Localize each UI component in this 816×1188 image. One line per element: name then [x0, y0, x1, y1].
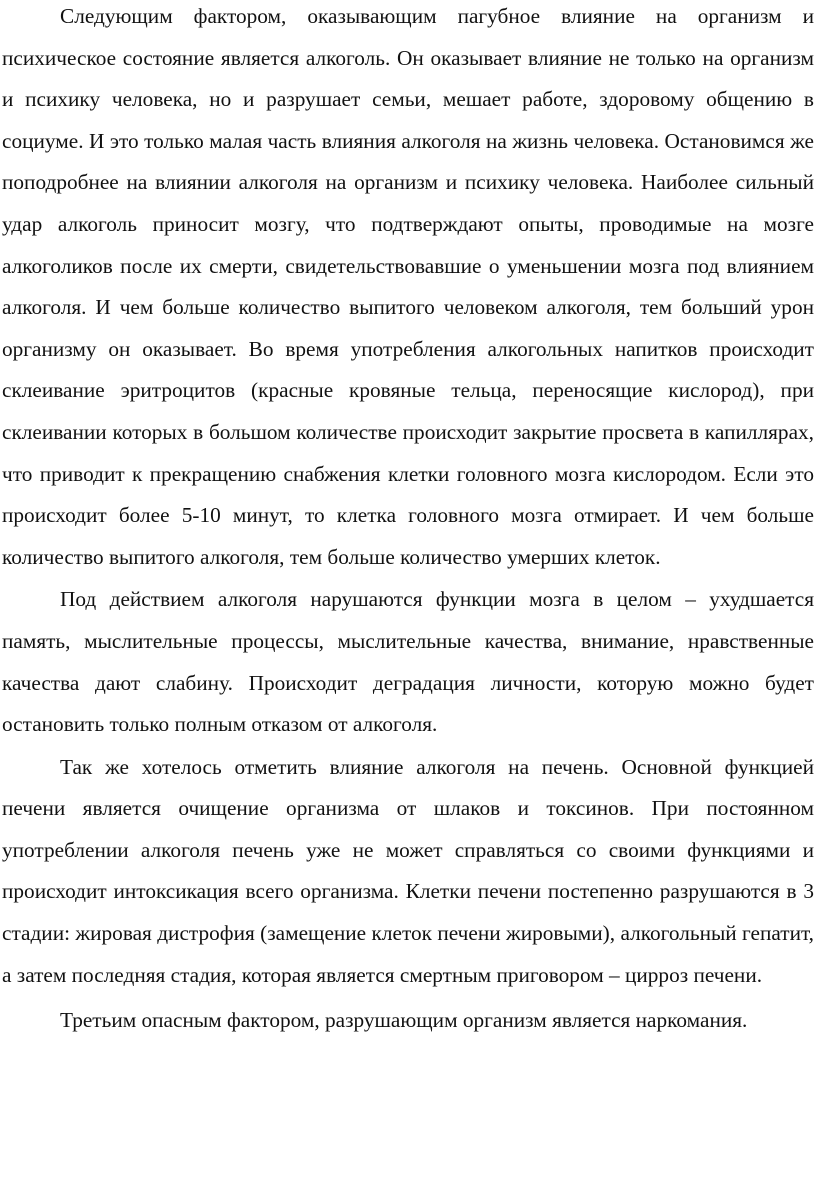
paragraph-narcomania: Третьим опасным фактором, разрушающим организм является наркомания.: [60, 1008, 748, 1033]
paragraph-brain-functions: Под действием алкоголя нарушаются функции мозга в целом – ухудшается память, мыслительные процессы, мыслительные качества, внимание, нравственные качества дают слабину. Происходит деградация личности, которую можно будет остановить только полным отказом от алкоголя.: [2, 587, 814, 737]
document-page: [2, 0, 814, 1042]
paragraph-alcohol-brain: Следующим фактором, оказывающим пагубное влияние на организм и психическое состояние является алкоголь. Он оказывает влияние не только на организм и психику человека, но и разрушает семьи, мешает работе, здоровому общению в социуме. И это только малая часть влияния алкоголя на жизнь человека. Остановимся же поподробнее на влиянии алкоголя на организм и психику человека. Наиболее сильный удар алкоголь приносит мозгу, что подтверждают опыты, проводимые на мозге алкоголиков после их смерти, свидетельствовавшие о уменьшении мозга под влиянием алкоголя. И чем больше количество выпитого человеком алкоголя, тем больший урон организму он оказывает. Во время употребления алкогольных напитков происходит склеивание эритроцитов (красные кровяные тельца, переносящие кислород), при склеивании которых в большом количестве происходит закрытие просвета в капиллярах, что приводит к прекращению снабжения клетки головного мозга кислородом. Если это происходит более 5-10 минут, то клетка головного мозга отмирает. И чем больше количество выпитого алкоголя, тем больше количество умерших клеток.: [2, 4, 814, 569]
paragraph-liver: Так же хотелось отметить влияние алкоголя на печень. Основной функцией печени является очищение организма от шлаков и токсинов. При постоянном употреблении алкоголя печень уже не может справляться со своими функциями и происходит интоксикация всего организма. Клетки печени постепенно разрушаются в 3 стадии: жировая дистрофия (замещение клеток печени жировыми), алкогольный гепатит, а затем последняя стадия, которая является смертным приговором – цирроз печени.: [2, 754, 814, 987]
